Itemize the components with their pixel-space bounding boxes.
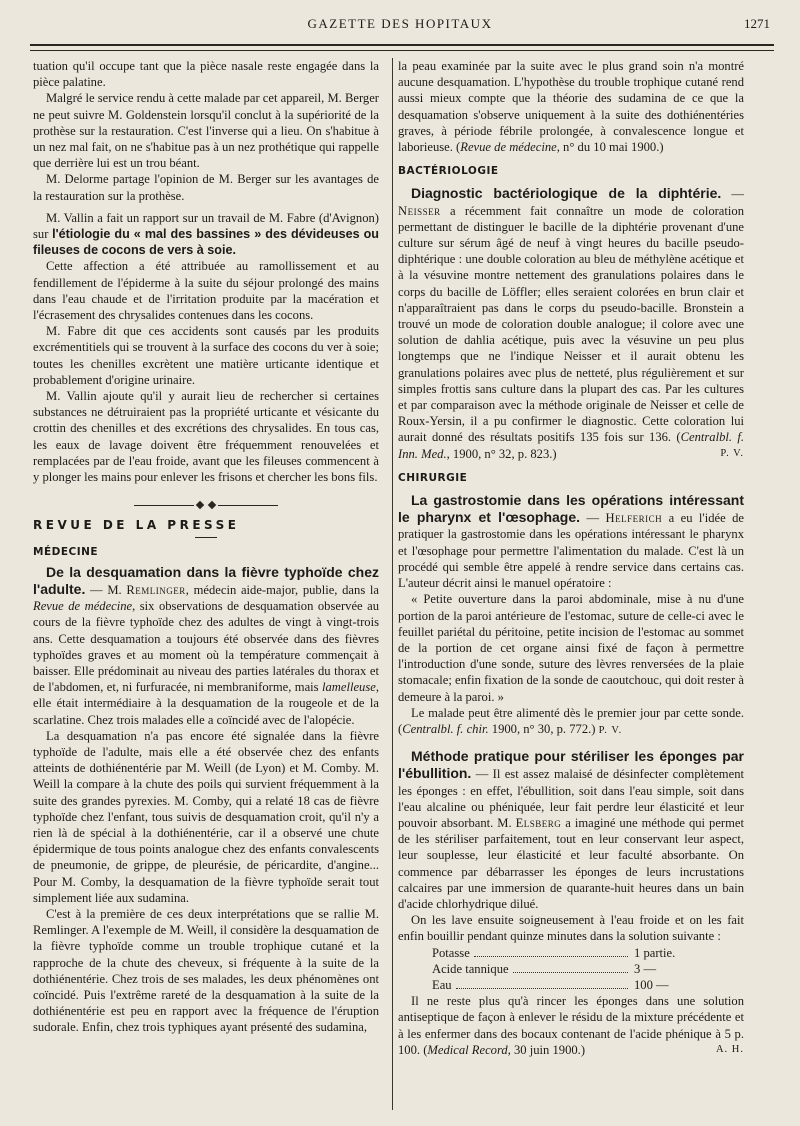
paragraph: Malgré le service rendu à cette malade par cet appareil, M. Berger ne peut suivre M. Goldenstein lorsqu'il conclut à la supériorité de la prothèse sur la restauration. C'est l'inverse qui a lieu. On s'habitue à un nez mal fait, on ne s'habitue pas à un nez prothétique qui rappelle que derrière lui est un trou béant.	[33, 91, 379, 171]
author-signature: P. V.	[720, 447, 744, 459]
recipe-item: Acide tannique 3 —	[432, 961, 657, 976]
paragraph: M. Delorme partage l'opinion de M. Berger sur les avantages de la restauration sur la prothèse.	[33, 172, 379, 203]
journal-ref: Revue de médecine	[33, 599, 133, 614]
recipe-item: Eau 100 —	[432, 977, 669, 992]
paragraph: la peau examinée par la suite avec le plus grand soin n'a montré aucune desquamation. L'hypothèse du trouble trophique cutané rend aussi mieux compte que la théorie des sudamina de ce que la desquamation s'observe uniquement à la suite des dothiénentéries graves, à période fébrile prolongée, à convalescence longue et laborieuse. (Revue de médecine, n° du 10 mai 1900.)	[398, 59, 744, 155]
section-heading-bacteriologie: BACTÉRIOLOGIE	[398, 165, 499, 178]
author-name: Neisser	[398, 203, 441, 218]
recipe-item: Potasse 1 partie.	[432, 945, 676, 960]
section-ornament	[33, 499, 379, 511]
article-title: De la desquamation dans la fièvre typhoïde chez l'adulte.	[33, 563, 379, 597]
article-title: La gastrostomie dans les opérations intéressant le pharynx et l'œsophage.	[398, 492, 744, 526]
article-title: Diagnostic bactériologique de la diphtérie.	[411, 185, 722, 202]
journal-title: GAZETTE DES HOPITAUX	[307, 16, 493, 31]
column-separator	[392, 58, 393, 1110]
article-paragraph: Diagnostic bactériologique de la diphtérie. — Neisser a récemment fait connaître un mode de coloration permettant de distinguer le bacille de la diphtérie provenant d'une culture sur sérum âgé de neuf à vingt heures du bacille pseudo-diphtérique : une double coloration au bleu de méthylène acétique et à la vésuvine montre nettement des granulations polaires dans le corps du bacille de Löffler; elles seraient colorées en brun clair et n'apparaîtraient pas dans le corps du pseudo-bacille. Bronstein a trouvé un mode de coloration double analogue; il colore avec une solution de dahlia acétique, puis avec la vésuvine un peu plus longtemps que ne l'indique Neisser et il aurait obtenu les granulations polaires avec plus de netteté, plus régulièrement et sur simples frottis sans culture dans la plupart des cas. Par les cultures et par comparaison avec la méthode originale de Neisser et celle de Roux-Yersin, il a pu confirmer le diagnostic. Cette coloration lui aurait donné des résultats positifs 135 fois sur 136. (Centralbl. f. Inn. Med., 1900, n° 32, p. 823.) P. V.	[398, 185, 744, 461]
paragraph: Le malade peut être alimenté dès le premier jour par cette sonde. (Centralbl. f. chir. 1900, n° 30, p. 772.) P. V.	[398, 705, 744, 736]
paragraph: Il ne reste plus qu'à rincer les éponges dans une solution antiseptique de façon à enlever le résidu de la mixture précédente et à les enfermer dans des bocaux contenant de l'acide phénique à 5 p. 100. (Medical Record, 30 juin 1900.) A. H.	[398, 994, 744, 1057]
page-number: 1271	[744, 16, 770, 31]
paragraph: M. Vallin ajoute qu'il y aurait lieu de rechercher si certaines substances ne détruiraient pas la propriété urticante et vésicante du crottin des chenilles et des excrétions des chrysalides. En tous cas, les eaux de lavage doivent être fréquemment renouvelées et remplacées par de l'eau froide, avant que les fileuses commencent à y plonger les mains pour enlever les frisons et chercher les bons fils.	[33, 389, 379, 485]
journal-ref: Medical Record	[427, 1042, 508, 1057]
journal-ref: Revue de médecine	[460, 140, 557, 155]
short-rule	[195, 537, 217, 538]
author-signature: P. V.	[598, 724, 623, 736]
paragraph: Cette affection a été attribuée au ramollissement et au fendillement de l'épiderme à la suite du séjour prolongé des mains dans l'eau chaude et de l'irritation produite par la macération et l'écrasement des chrysalides contenues dans les cocons.	[33, 259, 379, 323]
author-name: Elsberg	[515, 815, 562, 830]
paragraph: On les lave ensuite soigneusement à l'eau froide et on les fait enfin bouillir pendant quinze minutes dans la solution suivante :	[398, 913, 744, 944]
paragraph	[33, 210, 379, 259]
paragraph-text: M. Vallin a fait un rapport sur un travail de M. Fabre (d'Avignon) sur	[33, 210, 379, 242]
author-signature: A. H.	[715, 1043, 744, 1055]
left-column	[33, 58, 379, 1036]
recipe-list	[398, 945, 744, 994]
article-paragraph: La gastrostomie dans les opérations intéressant le pharynx et l'œsophage. — Helferich a eu l'idée de pratiquer la gastrostomie dans les opérations intéressant le pharynx et l'œsophage pour permettre l'alimentation du malade. C'est là un procédé qui semble être appelé à rendre service dans certains cas. L'auteur décrit ainsi le manuel opératoire :	[398, 492, 744, 591]
paragraph: tuation qu'il occupe tant que la pièce nasale reste engagée dans la pièce palatine.	[33, 59, 379, 90]
article-paragraph: Méthode pratique pour stériliser les éponges par l'ébullition. — Il est assez malaisé de désinfecter complètement les éponges : en effet, l'ébullition, soit dans l'eau simple, soit dans l'eau alcaline ou phéniquée, leur fait perdre leur élasticité et leur pouvoir absorbant. M. Elsberg a imaginé une méthode qui permet de les stériliser parfaitement, tout en leur conservant leur aspect, leur souplesse, leur élasticité et leur faculté absorbante. On commence par débarrasser les éponges de leurs incrustations calcaires par une immersion de quarante-huit heures dans un bain d'acide chlorhydrique dilué.	[398, 748, 745, 911]
author-name: Helferich	[605, 511, 663, 526]
bold-topic: l'étiologie du « mal des bassines » des dévideuses ou fileuses de cocons de vers à soie.	[33, 227, 379, 258]
section-heading-chirurgie: CHIRURGIE	[398, 471, 468, 484]
paragraph: M. Fabre dit que ces accidents sont causés par les produits excrémentitiels qui se trouvent à la surface des cocons du ver à soie; toutes les chenilles excrètent une matière urticante identique et probablement d'origine urinaire.	[33, 324, 379, 387]
paragraph: La desquamation n'a pas encore été signalée dans la fièvre typhoïde de l'adulte, mais elle a été observée chez des enfants atteints de dothiénentérie par M. Weill (de Lyon) et M. Comby. M. Weill la compare à la chute des poils qui survient fréquemment à la suite des grandes pyrexies. M. Comby, qui a relaté 18 cas de fièvre typhoïde chez l'enfant, tous suivis de desquamation croit, qu'il n'y a rien là de spécial à la dothiénentérie, car il a observé une chute épidermique de tous points analogue chez des enfants convalescents de pneumonie, de grippe, de pleurésie, de péricardite, d'angine... Pour M. Comby, la desquamation de la fièvre typhoïde serait tout simplement liée aux sudamina.	[33, 728, 379, 905]
header-rule-thick	[30, 44, 774, 46]
section-heading-medecine: MÉDECINE	[33, 546, 99, 559]
author-name: Remlinger	[126, 582, 186, 597]
journal-ref: Centralbl. f. chir.	[402, 721, 489, 736]
page-header	[30, 12, 770, 38]
journal-ref: Centralbl. f. Inn. Med.	[398, 430, 744, 461]
quotation: « Petite ouverture dans la paroi abdominale, mise à nu d'une portion de la paroi antérieure de l'estomac, suture de celle-ci avec le feuillet pariétal du péritoine, petite incision de l'estomac au sommet de la portion de cet organe ainsi fixé de façon à permettre l'introduction d'une sonde, suture des lèvres renversées de la plaie stomacale; enfin fixation de la sonde de caoutchouc, qui doit rester à demeure à la paroi. »	[398, 592, 744, 704]
article-paragraph: De la desquamation dans la fièvre typhoïde chez l'adulte. — M. Remlinger, médecin aide-major, publie, dans la Revue de médecine, six observations de desquamation observée au cours de la fièvre typhoïde chez des adultes de vingt à vingt-trois ans. Cette desquamation a toujours été observée dans des fièvres typhoïdes graves et au moment où la température commençait à baisser. Elle prédominait au niveau des parties latérales du thorax et de l'abdomen, et, ni furfuracée, ni membraniforme, mais lamelleuse, elle était intermédiaire à la desquamation de la rougeole et de la scarlatine. Chez trois malades elle a coïncidé avec de l'alopécie.	[33, 563, 379, 727]
section-heading-revue: REVUE DE LA PRESSE	[33, 518, 240, 533]
article-title: Méthode pratique pour stériliser les éponges par l'ébullition.	[398, 748, 744, 782]
right-column	[398, 58, 744, 1058]
paragraph: C'est à la première de ces deux interprétations que se rallie M. Remlinger. A l'exemple de M. Weill, il considère la desquamation de la fièvre typhoïde comme un trouble trophique cutané et la rapproche de la chute des cheveux, si fréquente à la suite de la dothiénentérie. Chez trois de ses malades, les deux phénomènes ont coïncidé. Puis l'extrême rareté de la desquamation à la suite de la dothiénentérie est peu en rapport avec la fréquence de l'éruption sudorale. Enfin, chez trois typhiques ayant présenté des sudamina,	[33, 906, 379, 1035]
header-rule-thin	[30, 50, 774, 51]
